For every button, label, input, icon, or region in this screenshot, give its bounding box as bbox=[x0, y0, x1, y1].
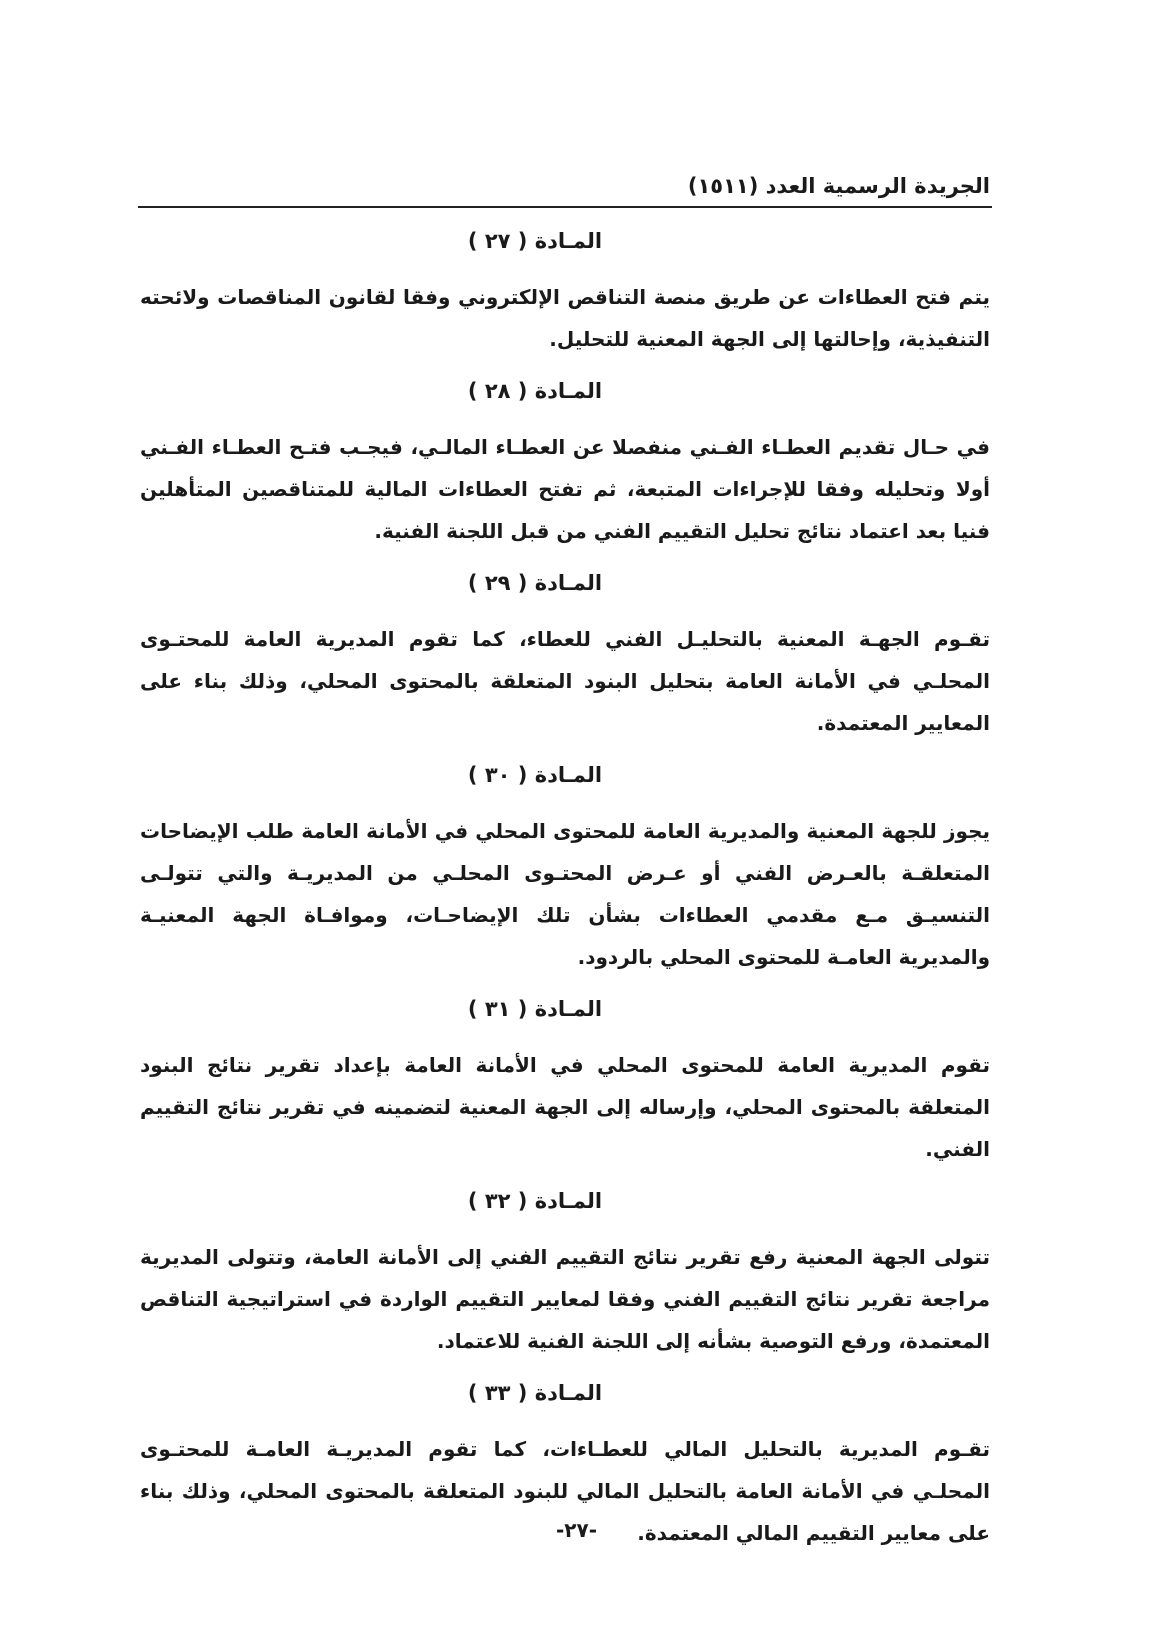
article-body: تقوم المديرية العامة للمحتوى المحلي في الأمانة العامة بإعداد تقرير نتائج البنود المتعلقة بالمحتوى المحلي، وإرساله إلى الجهة المعنية لتضمينه في تقرير نتائج التقييم الفني. bbox=[140, 1053, 990, 1161]
page-content bbox=[140, 224, 990, 1568]
article-title: المـادة ( ٢٧ ) bbox=[467, 229, 603, 253]
article-title: المـادة ( ٣٠ ) bbox=[467, 763, 603, 787]
page-number: -٢٧- bbox=[555, 1518, 598, 1542]
article-27 bbox=[140, 224, 990, 360]
gazette-title: الجريدة الرسمية العدد (١٥١١) bbox=[687, 174, 990, 198]
article-body: يتم فتح العطاءات عن طريق منصة التناقص الإلكتروني وفقا لقانون المناقصات ولائحته التنفيذية، وإحالتها إلى الجهة المعنية للتحليل. bbox=[140, 285, 990, 351]
article-28 bbox=[140, 374, 990, 552]
article-title: المـادة ( ٢٨ ) bbox=[467, 379, 603, 403]
article-title: المـادة ( ٣٢ ) bbox=[467, 1189, 603, 1213]
article-body: تقـوم الجهـة المعنية بالتحليـل الفني للعطاء، كما تقوم المديرية العامة للمحتـوى المحلـي في الأمانة العامة بتحليل البنود المتعلقة بالمحتوى المحلي، وذلك بناء على المعايير المعتمدة. bbox=[140, 627, 990, 735]
article-31 bbox=[140, 992, 990, 1170]
header-divider bbox=[138, 206, 992, 208]
article-title: المـادة ( ٢٩ ) bbox=[467, 571, 603, 595]
article-32 bbox=[140, 1184, 990, 1362]
article-body: تقـوم المديرية بالتحليل المالي للعطـاءات، كما تقوم المديريـة العامـة للمحتـوى المحلـي في الأمانة العامة بالتحليل المالي للبنود المتعلقة بالمحتوى المحلي، وذلك بناء على معايير التقييم المالي المعتمدة. bbox=[140, 1437, 990, 1545]
article-title: المـادة ( ٣٣ ) bbox=[467, 1381, 603, 1405]
article-body: في حـال تقديم العطـاء الفـني منفصلا عن العطـاء المالـي، فيجـب فتـح العطـاء الفـني أولا وتحليله وفقا للإجراءات المتبعة، ثم تفتح العطاءات المالية للمتناقصين المتأهلين فنيا بعد اعتماد نتائج تحليل التقييم الفني من قبل اللجنة الفنية. bbox=[140, 435, 990, 543]
article-body: تتولى الجهة المعنية رفع تقرير نتائج التقييم الفني إلى الأمانة العامة، وتتولى المديرية مراجعة تقرير نتائج التقييم الفني وفقا لمعايير التقييم الواردة في استراتيجية التناقص المعتمدة، ورفع التوصية بشأنه إلى اللجنة الفنية للاعتماد. bbox=[140, 1245, 990, 1353]
article-title: المـادة ( ٣١ ) bbox=[467, 997, 603, 1021]
article-body: يجوز للجهة المعنية والمديرية العامة للمحتوى المحلي في الأمانة العامة طلب الإيضاحات المتعلقـة بالعـرض الفني أو عـرض المحتـوى المحلـي من المديريـة والتي تتولـى التنسيـق مـع مقدمي العطاءات بشأن تلك الإيضاحـات، وموافـاة الجهة المعنيـة والمديرية العامـة للمحتوى المحلي بالردود. bbox=[140, 819, 990, 969]
article-29 bbox=[140, 566, 990, 744]
article-30 bbox=[140, 758, 990, 978]
page-header bbox=[140, 172, 990, 200]
